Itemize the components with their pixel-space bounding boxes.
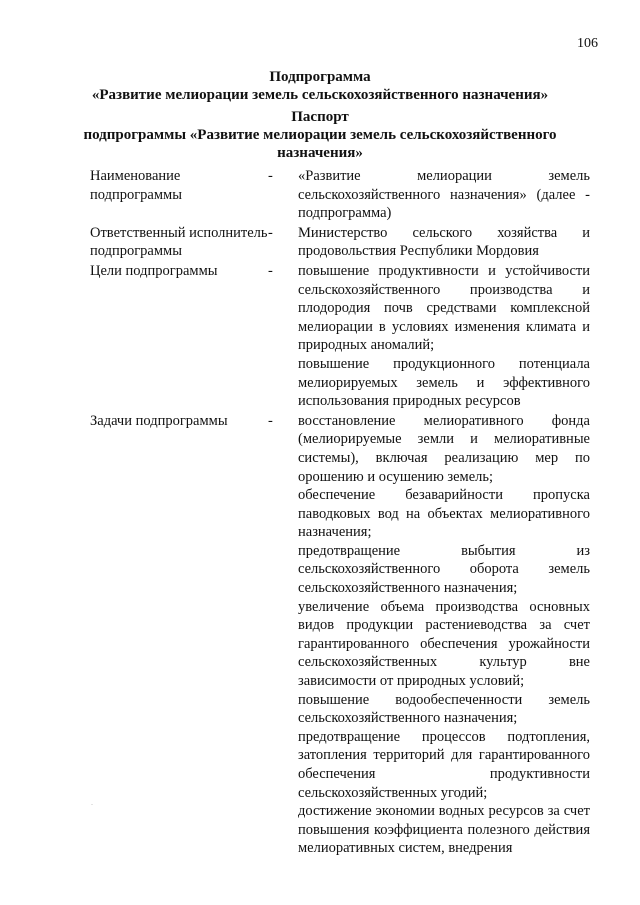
- passport-row-item: восстановление мелиоративного фонда (мелиорируемые земли и мелиоративные системы), включая реализацию мер по орошению и осушению земель;: [298, 412, 590, 485]
- passport-row: [90, 262, 590, 411]
- passport-row-item: повышение водообеспеченности земель сельскохозяйственного назначения;: [298, 691, 590, 727]
- passport-heading: [0, 108, 640, 162]
- passport-row: [90, 412, 590, 858]
- passport-row-value: [298, 262, 590, 411]
- page-number: 106: [577, 36, 598, 51]
- passport-row-item: достижение экономии водных ресурсов за счет повышения коэффициента полезного действия мелиоративных систем, внедрения: [298, 803, 590, 857]
- passport-subtitle-line-1: подпрограммы «Развитие мелиорации земель сельскохозяйственного: [83, 127, 557, 143]
- passport-row-dash: -: [268, 262, 273, 279]
- passport-row-value: [298, 167, 590, 223]
- subprogram-name: «Развитие мелиорации земель сельскохозяйственного назначения»: [91, 87, 549, 103]
- passport-row-item: «Развитие мелиорации земель сельскохозяйственного назначения» (далее - подпрограмма): [298, 168, 590, 222]
- passport-row-dash: -: [268, 412, 273, 429]
- passport-row-item: предотвращение выбытия из сельскохозяйственного оборота земель сельскохозяйственного назначения;: [298, 542, 590, 597]
- passport-row-value: [298, 412, 590, 858]
- passport-row-value: [298, 224, 590, 261]
- passport-row: [90, 224, 590, 261]
- passport-row: [90, 167, 590, 223]
- passport-row-item: предотвращение процессов подтопления, затопления территорий для гарантированного обеспечения продуктивности сельскохозяйственных угодий;: [298, 728, 590, 801]
- passport-row-item: повышение продукционного потенциала мелиорируемых земель и эффективного использования природных ресурсов: [298, 355, 590, 410]
- scan-mark: .: [91, 798, 93, 807]
- passport-row-item: обеспечение безаварийности пропуска паводковых вод на объектах мелиоративного назначения;: [298, 487, 590, 541]
- passport-row-item: повышение продуктивности и устойчивости сельскохозяйственного производства и плодородия почв средствами комплексной мелиорации в условиях изменения климата и природных аномалий;: [298, 262, 590, 354]
- passport-row-item: увеличение объема производства основных видов продукции растениеводства за счет гарантированного обеспечения урожайности сельскохозяйственных культур вне зависимости от природных условий;: [298, 598, 590, 690]
- passport-table: [90, 167, 590, 859]
- passport-row-dash: -: [268, 168, 273, 184]
- subprogram-heading: [0, 68, 640, 104]
- passport-row-label: Наименование подпрограммы: [90, 168, 182, 203]
- passport-subtitle-line-2: назначения»: [277, 145, 363, 161]
- passport-row-label: Цели подпрограммы: [90, 262, 218, 279]
- passport-title: Паспорт: [291, 109, 349, 125]
- passport-row-label: Ответственный исполнитель подпрограммы: [90, 224, 268, 260]
- passport-row-label: Задачи подпрограммы: [90, 412, 228, 429]
- passport-row-item: Министерство сельского хозяйства и продовольствия Республики Мордовия: [298, 224, 590, 260]
- passport-row-dash: -: [268, 224, 273, 241]
- subprogram-title: Подпрограмма: [269, 69, 371, 85]
